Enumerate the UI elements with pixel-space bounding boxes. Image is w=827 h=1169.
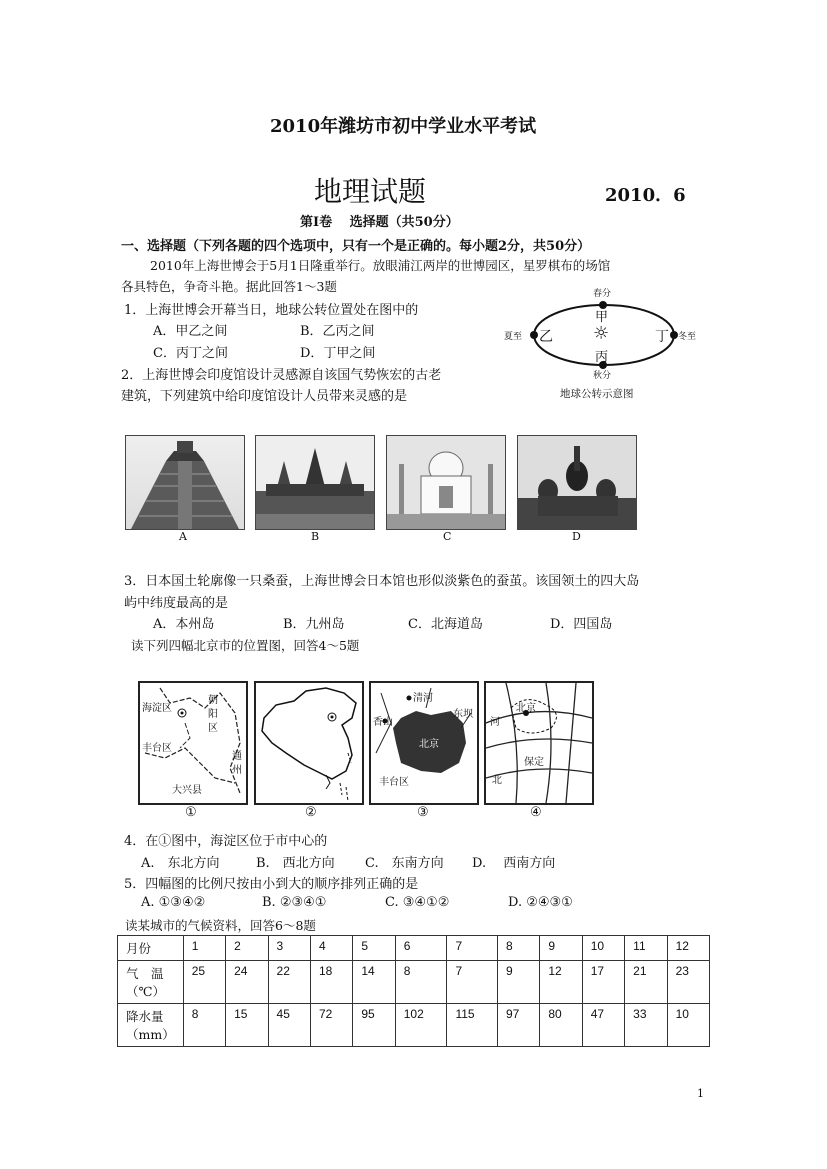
- q1-option-c: C．丙丁之间: [153, 346, 228, 361]
- row-header-precipitation: [118, 1004, 184, 1047]
- maps-instruction: 读下列四幅北京市的位置图，回答4～5题: [131, 638, 360, 653]
- table-cell: 8: [395, 961, 447, 1004]
- q5-option-d: D. ②④③①: [508, 895, 573, 910]
- q1-option-d: D．丁甲之间: [300, 346, 376, 361]
- row-header-precipitation-label: 降水量: [126, 1009, 164, 1024]
- q5-stem: 5．四幅图的比例尺按由小到大的顺序排列正确的是: [124, 877, 419, 892]
- table-cell: 9: [497, 961, 539, 1004]
- table-cell: 47: [582, 1004, 624, 1047]
- orbit-label-bing: 丙: [595, 350, 609, 365]
- table-cell: 102: [395, 1004, 447, 1047]
- orbit-label-autumn: 秋分: [593, 371, 612, 381]
- pyramid-photo: [125, 435, 245, 530]
- map1-label-qu: 区: [208, 723, 218, 734]
- st-basil-photo: [517, 435, 637, 530]
- page-number: 1: [697, 1087, 704, 1100]
- table-cell: 7: [447, 936, 497, 961]
- map4-label-baoding: 保定: [524, 757, 544, 768]
- table-cell: 4: [310, 936, 352, 961]
- map4-label-he: 河: [490, 717, 500, 728]
- table-cell: 17: [582, 961, 624, 1004]
- taj-mahal-photo: [386, 435, 506, 530]
- table-cell: 1: [183, 936, 225, 961]
- q3-option-b: B．九州岛: [283, 617, 345, 632]
- table-cell: 80: [540, 1004, 582, 1047]
- map1-label-zhou: 州: [232, 765, 242, 776]
- table-cell: 24: [226, 961, 268, 1004]
- map1-label-yang: 阳: [208, 709, 218, 720]
- table-cell: 95: [353, 1004, 395, 1047]
- table-cell: 45: [268, 1004, 310, 1047]
- orbit-label-spring: 春分: [593, 289, 612, 299]
- table-cell: 15: [226, 1004, 268, 1047]
- table-cell: 10: [667, 1004, 709, 1047]
- table-cell: 7: [447, 961, 497, 1004]
- table-cell: 18: [310, 961, 352, 1004]
- q3-stem-line-2: 屿中纬度最高的是: [124, 596, 229, 611]
- map-label-2: ②: [305, 805, 317, 820]
- table-cell: 21: [625, 961, 667, 1004]
- q3-option-d: D．四国岛: [550, 617, 613, 632]
- map-3: [369, 681, 479, 805]
- table-cell: 115: [447, 1004, 497, 1047]
- map-label-1: ①: [185, 805, 197, 820]
- table-cell: 12: [540, 961, 582, 1004]
- map-1: [138, 681, 248, 805]
- q5-option-b: B. ②③④①: [262, 895, 327, 910]
- table-cell: 2: [226, 936, 268, 961]
- table-row: [118, 936, 710, 961]
- table-cell: 25: [183, 961, 225, 1004]
- map3-label-fengtai: 丰台区: [379, 777, 409, 788]
- orbit-label-jia: 甲: [595, 310, 609, 325]
- map3-label-beijing: 北京: [419, 735, 439, 750]
- q3-option-a: A．本州岛: [153, 617, 215, 632]
- map4-label-bei: 北: [492, 775, 502, 786]
- q3-stem-line-1: 3．日本国土轮廓像一只桑蚕，上海世博会日本馆也形似淡紫色的蚕茧。该国领土的四大岛: [124, 574, 640, 589]
- photo-label-a: A: [179, 530, 187, 543]
- exam-date: 2010．6: [605, 185, 686, 206]
- table-cell: 11: [625, 936, 667, 961]
- map1-label-daxing: 大兴县: [172, 785, 202, 796]
- q3-option-c: C．北海道岛: [408, 617, 483, 632]
- table-cell: 9: [540, 936, 582, 961]
- row-header-month: 月份: [118, 936, 184, 961]
- table-cell: 5: [353, 936, 395, 961]
- q5-option-c: C. ③④①②: [385, 895, 450, 910]
- table-row: [118, 961, 710, 1004]
- q1-option-b: B．乙丙之间: [300, 324, 375, 339]
- map4-label-beijing: 北京: [516, 703, 536, 714]
- exam-title: 2010年潍坊市初中学业水平考试: [270, 116, 537, 137]
- intro-line-2: 各具特色，争奇斗艳。据此回答1～3题: [121, 279, 337, 294]
- intro-line-1: 2010年上海世博会于5月1日隆重举行。放眼浦江两岸的世博园区，星罗棋布的场馆: [150, 258, 611, 273]
- map-2: [254, 681, 364, 805]
- climate-instruction: 读某城市的气候资料，回答6～8题: [125, 918, 316, 933]
- q1-stem: 1．上海世博会开幕当日，地球公转位置处在图中的: [124, 303, 419, 318]
- orbit-label-yi: 乙: [539, 329, 553, 345]
- table-cell: 8: [497, 936, 539, 961]
- table-cell: 22: [268, 961, 310, 1004]
- map3-label-xiangshan: 香山: [373, 717, 393, 728]
- q1-option-a: A．甲乙之间: [153, 324, 228, 339]
- table-cell: 72: [310, 1004, 352, 1047]
- q2-stem-line-2: 建筑，下列建筑中给印度馆设计人员带来灵感的是: [121, 389, 408, 404]
- map1-label-fengtai: 丰台区: [142, 743, 172, 754]
- q4-option-d: D. 西南方向: [472, 856, 556, 871]
- climate-table: [117, 935, 710, 1047]
- table-cell: 14: [353, 961, 395, 1004]
- section-title: 第Ⅰ卷 选择题（共50分）: [300, 215, 459, 230]
- map1-label-haidian: 海淀区: [142, 703, 172, 714]
- map3-label-dongba: 东坝: [453, 709, 473, 720]
- table-cell: 6: [395, 936, 447, 961]
- table-cell: 23: [667, 961, 709, 1004]
- sun-icon: ☼: [593, 323, 610, 344]
- q2-stem-line-1: 2．上海世博会印度馆设计灵感源自该国气势恢宏的古老: [121, 368, 442, 383]
- row-header-temperature: [118, 961, 184, 1004]
- orbit-label-summer: 夏至: [504, 332, 523, 342]
- q4-option-c: C. 东南方向: [365, 856, 444, 871]
- table-cell: 10: [582, 936, 624, 961]
- q4-option-a: A. 东北方向: [141, 856, 220, 871]
- row-header-precipitation-unit: （mm）: [126, 1027, 175, 1042]
- table-cell: 12: [667, 936, 709, 961]
- q4-option-b: B. 西北方向: [256, 856, 335, 871]
- photo-label-d: D: [572, 530, 581, 543]
- photo-label-c: C: [443, 530, 452, 543]
- orbit-caption: 地球公转示意图: [560, 388, 634, 400]
- row-header-temperature-unit: （℃）: [126, 984, 165, 999]
- table-cell: 33: [625, 1004, 667, 1047]
- table-cell: 3: [268, 936, 310, 961]
- map-label-3: ③: [417, 805, 429, 820]
- photo-label-b: B: [311, 530, 320, 543]
- map1-label-chao: 朝: [208, 695, 218, 706]
- angkor-photo: [255, 435, 375, 530]
- map-label-4: ④: [530, 805, 542, 820]
- table-cell: 97: [497, 1004, 539, 1047]
- map3-label-qinghe: 清河: [413, 693, 433, 704]
- orbit-label-ding: 丁: [655, 329, 669, 345]
- orbit-label-winter: 冬至: [678, 332, 697, 342]
- q4-stem: 4．在①图中，海淀区位于市中心的: [124, 834, 328, 849]
- table-cell: 8: [183, 1004, 225, 1047]
- row-header-temperature-label: 气 温: [126, 966, 164, 981]
- subject-title: 地理试题: [314, 175, 427, 208]
- orbit-diagram: [500, 285, 700, 400]
- table-row: [118, 1004, 710, 1047]
- map-4: [484, 681, 594, 805]
- map1-label-tong: 通: [232, 751, 242, 762]
- q5-option-a: A. ①③④②: [141, 895, 206, 910]
- part-one-heading: 一、选择题（下列各题的四个选项中，只有一个是正确的。每小题2分，共50分）: [121, 239, 591, 254]
